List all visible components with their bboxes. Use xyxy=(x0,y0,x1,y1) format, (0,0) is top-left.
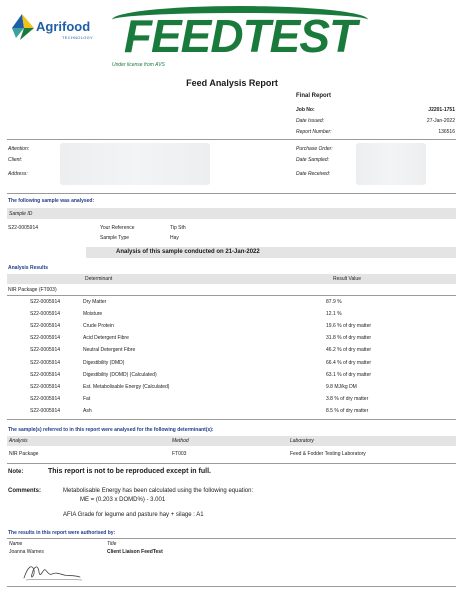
result-determinant: Acid Detergent Fibre xyxy=(83,335,129,342)
report-status: Final Report xyxy=(296,93,332,99)
col-name: Name xyxy=(9,541,23,547)
date-sampled-label: Date Sampled: xyxy=(296,157,330,163)
table-row xyxy=(0,369,464,381)
results-header-bar xyxy=(7,274,456,284)
result-determinant: Digestibility (DMD) xyxy=(83,359,125,366)
result-determinant: Dry Matter xyxy=(83,299,107,305)
col-title: Title xyxy=(107,541,117,547)
report-number-value: 136516 xyxy=(438,129,455,135)
sample-type-value: Hay xyxy=(170,235,179,241)
result-sample-id: S22-0005914 xyxy=(30,323,61,330)
agrifood-leaf-icon xyxy=(8,12,36,42)
result-sample-id: S22-0005914 xyxy=(30,299,61,305)
sample-id: S22-0005914 xyxy=(8,225,39,231)
feedtest-logo xyxy=(112,6,372,64)
your-reference-label: Your Reference xyxy=(100,225,135,231)
result-value: 9.8 MJ/kg DM xyxy=(326,383,357,390)
date-issued-label: Date Issued: xyxy=(296,118,325,124)
agrifood-name: Agrifood xyxy=(36,19,91,34)
methods-heading: The sample(s) referred to in this report were analysed for the following determinant(s): xyxy=(8,427,214,433)
col-result-value: Result Value xyxy=(333,276,361,282)
sample-id-header: Sample ID xyxy=(9,211,33,217)
purchase-order-label: Purchase Order: xyxy=(296,146,333,152)
divider xyxy=(7,419,456,420)
note-label: Note: xyxy=(8,469,24,475)
sample-id-header-bar xyxy=(7,208,456,219)
signature-icon xyxy=(20,560,84,584)
nir-package-label: NIR Package (FT003) xyxy=(8,287,57,293)
results-heading: Analysis Results xyxy=(8,265,49,271)
authoriser-name: Joanna Warnes xyxy=(9,549,44,555)
methods-header-bar xyxy=(7,436,456,446)
redacted-dates xyxy=(356,143,426,185)
note-text: This report is not to be reproduced except in full. xyxy=(48,468,211,475)
result-value: 63.1 % of dry matter xyxy=(326,371,372,378)
result-determinant: Moisture xyxy=(83,311,103,318)
result-sample-id: S22-0005914 xyxy=(30,347,61,354)
redacted-client-details xyxy=(60,143,210,185)
col-analysis: Analysis xyxy=(9,438,28,444)
comments-line3: AFIA Grade for legume and pasture hay + silage : A1 xyxy=(63,512,204,518)
date-issued-value: 27-Jan-2022 xyxy=(426,118,455,124)
table-row xyxy=(0,332,464,344)
result-value: 3.8 % of dry matter xyxy=(326,395,369,402)
job-no-label: Job No: xyxy=(296,107,315,113)
authoriser-title: Client Liaison FeedTest xyxy=(107,549,163,555)
result-value: 8.5 % of dry matter xyxy=(326,407,369,414)
license-text: Under license from AVS xyxy=(112,62,165,68)
col-determinant: Determinant xyxy=(85,276,113,282)
result-determinant: Ash xyxy=(83,407,92,414)
feedtest-wordmark: FEEDTEST xyxy=(123,10,357,62)
method-laboratory: Feed & Fodder Testing Laboratory xyxy=(290,451,366,457)
table-row xyxy=(0,381,464,393)
analysis-conducted-bar xyxy=(86,247,456,258)
table-row xyxy=(0,296,464,308)
date-received-label: Date Received: xyxy=(296,171,331,177)
result-sample-id: S22-0005914 xyxy=(30,407,61,414)
analysis-conducted: Analysis of this sample conducted on 21-Jan-2022 xyxy=(116,249,260,255)
your-reference-value: Tip Sth xyxy=(170,225,186,231)
table-row xyxy=(0,308,464,320)
result-value: 46.2 % of dry matter xyxy=(326,347,372,354)
report-number-label: Report Number: xyxy=(296,129,332,135)
address-label: Address: xyxy=(8,171,28,177)
table-row xyxy=(0,320,464,332)
footer-divider xyxy=(7,586,456,587)
result-determinant: Est. Metabolisable Energy (Calculated) xyxy=(83,383,170,390)
method-analysis: NIR Package xyxy=(9,451,39,457)
attention-label: Attention: xyxy=(8,146,30,152)
authorised-heading: The results in this report were authorised by: xyxy=(8,530,116,536)
col-method: Method xyxy=(172,438,189,444)
job-no-value: J2201-1751 xyxy=(428,107,455,113)
comments-line1: Metabolisable Energy has been calculated using the following equation: xyxy=(63,488,254,494)
divider xyxy=(7,193,456,194)
sample-heading: The following sample was analysed: xyxy=(8,198,95,204)
result-sample-id: S22-0005914 xyxy=(30,335,61,342)
result-sample-id: S22-0005914 xyxy=(30,311,61,318)
result-determinant: Neutral Detergent Fibre xyxy=(83,347,136,354)
divider xyxy=(7,538,456,539)
results-table xyxy=(0,296,464,418)
result-value: 31.8 % of dry matter xyxy=(326,335,372,342)
report-title: Feed Analysis Report xyxy=(186,78,278,88)
comments-label: Comments: xyxy=(8,488,42,494)
result-sample-id: S22-0005914 xyxy=(30,395,61,402)
result-determinant: Crude Protein xyxy=(83,323,114,330)
table-row xyxy=(0,357,464,369)
result-sample-id: S22-0005914 xyxy=(30,371,61,378)
result-value: 19.6 % of dry matter xyxy=(326,323,372,330)
divider xyxy=(7,463,456,464)
table-row xyxy=(0,405,464,417)
agrifood-logo xyxy=(8,12,104,44)
agrifood-sub: TECHNOLOGY xyxy=(62,35,94,40)
result-sample-id: S22-0005914 xyxy=(30,359,61,366)
result-determinant: Fat xyxy=(83,395,91,402)
result-value: 12.1 % xyxy=(326,311,342,318)
table-row xyxy=(0,344,464,356)
divider xyxy=(7,139,456,140)
result-value: 87.9 % xyxy=(326,299,342,305)
result-determinant: Digestibility (DOMD) (Calculated) xyxy=(83,371,157,378)
comments-line2: ME = (0.203 x DOMD%) - 3.001 xyxy=(80,497,166,503)
table-row xyxy=(0,393,464,405)
col-laboratory: Laboratory xyxy=(290,438,314,444)
result-value: 66.4 % of dry matter xyxy=(326,359,372,366)
method-code: FT003 xyxy=(172,451,187,457)
result-sample-id: S22-0005914 xyxy=(30,383,61,390)
client-label: Client: xyxy=(8,157,23,163)
sample-type-label: Sample Type xyxy=(100,235,130,241)
